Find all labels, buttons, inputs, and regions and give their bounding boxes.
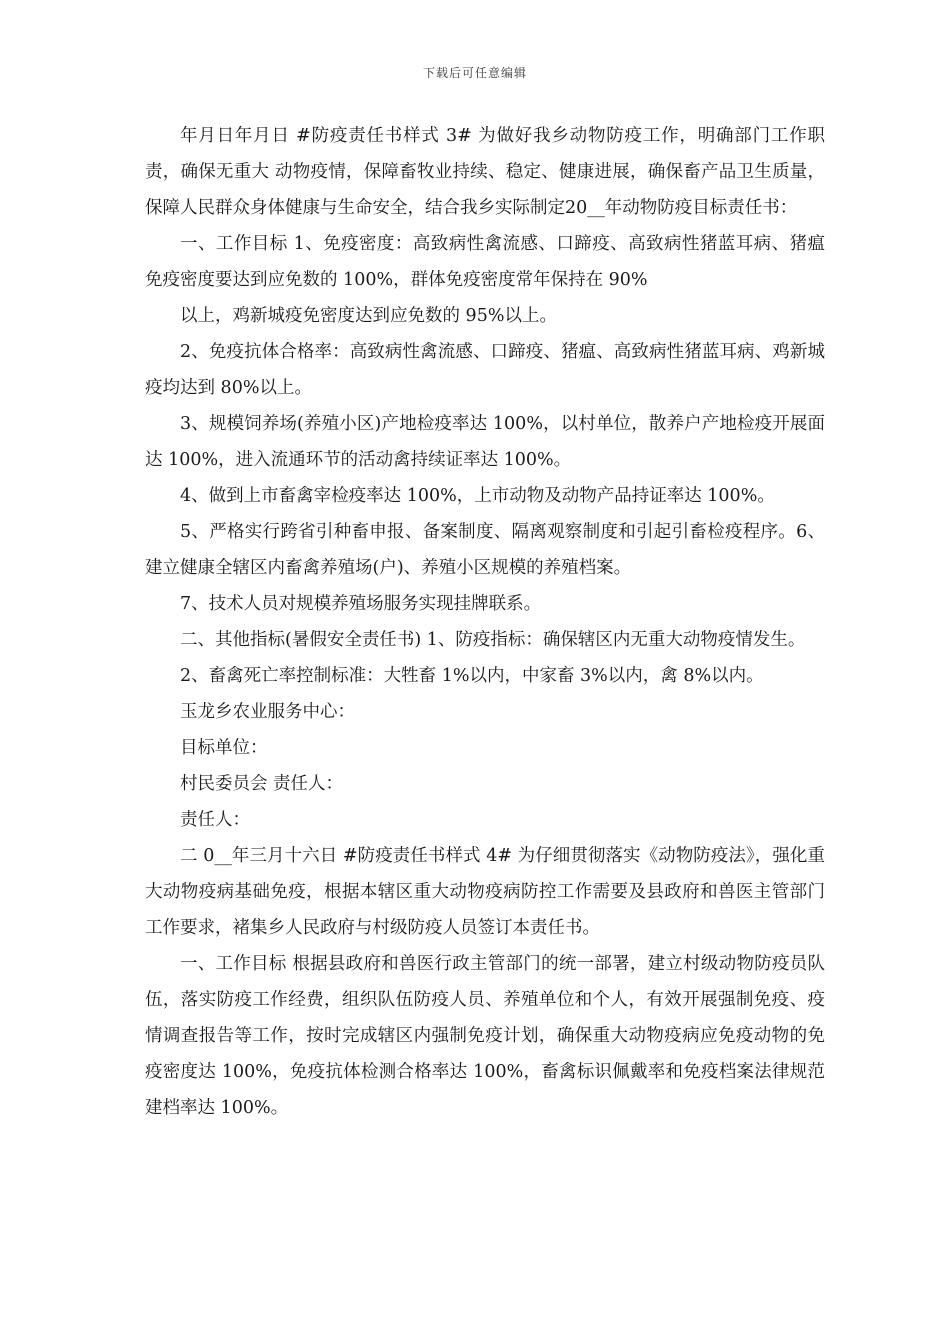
paragraph-other-indicators: 二、其他指标(暑假安全责任书) 1、防疫指标：确保辖区内无重大动物疫情发生。 (180, 630, 806, 650)
paragraph-newcastle-density: 以上，鸡新城疫免密度达到应免数的 95%以上。 (180, 306, 557, 326)
document-body (145, 118, 825, 1126)
paragraph-mortality-standard: 2、畜禽死亡率控制标准：大牲畜 1%以内，中家畜 3%以内，禽 8%以内。 (180, 666, 764, 686)
paragraph-service-center: 玉龙乡农业服务中心： (180, 702, 355, 722)
paragraph-origin-quarantine: 3、规模饲养场(养殖小区)产地检疫率达 100%，以村单位，散养户产地检疫开展面达 100%，进入流通环节的活动禽持续证率达 100%。 (145, 414, 825, 470)
paragraph-village-committee: 村民委员会 责任人： (180, 774, 344, 794)
paragraph-technician-liaison: 7、技术人员对规模养殖场服务实现挂牌联系。 (180, 594, 542, 614)
paragraph-target-unit: 目标单位： (180, 738, 268, 758)
paragraph-goal-immunization-density: 一、工作目标 1、免疫密度：高致病性禽流感、口蹄疫、高致病性猪蓝耳病、猪瘟免疫密度要达到应免数的 100%，群体免疫密度常年保持在 90% (145, 234, 825, 290)
paragraph-slaughter-quarantine: 4、做到上市畜禽宰检疫率达 100%，上市动物及动物产品持证率达 100%。 (180, 486, 775, 506)
paragraph-template-4-intro: 二 0__年三月十六日 #防疫责任书样式 4# 为仔细贯彻落实《动物防疫法》，强化重大动物疫病基础免疫，根据本辖区重大动物疫病防控工作需要及县政府和兽医主管部门工作要求，褚集乡人民政府与村级防疫人员签订本责任书。 (145, 846, 825, 938)
paragraph-responsible-person: 责任人： (180, 810, 250, 830)
paragraph-template-4-goal: 一、工作目标 根据县政府和兽医行政主管部门的统一部署，建立村级动物防疫员队伍，落实防疫工作经费，组织队伍防疫人员、养殖单位和个人，有效开展强制免疫、疫情调查报告等工作，按时完成辖区内强制免疫计划，确保重大动物疫病应免疫动物的免疫密度达 100%，免疫抗体检测合格率达 100%，畜禽标识佩戴率和免疫档案法律规范建档率达 100%。 (145, 954, 825, 1118)
paragraph-antibody-rate: 2、免疫抗体合格率：高致病性禽流感、口蹄疫、猪瘟、高致病性猪蓝耳病、鸡新城疫均达到 80%以上。 (145, 342, 825, 398)
page-header-note: 下载后可任意编辑 (422, 66, 527, 80)
paragraph-intro: 年月日年月日 #防疫责任书样式 3# 为做好我乡动物防疫工作，明确部门工作职责，确保无重大 动物疫情，保障畜牧业持续、稳定、健康进展，确保畜产品卫生质量，保障人民群众身体健康与生命安全，结合我乡实际制定20__年动物防疫目标责任书： (145, 126, 825, 218)
paragraph-cross-province-import: 5、严格实行跨省引种畜申报、备案制度、隔离观察制度和引起引畜检疫程序。6、建立健康全辖区内畜禽养殖场(户)、养殖小区规模的养殖档案。 (145, 522, 825, 578)
